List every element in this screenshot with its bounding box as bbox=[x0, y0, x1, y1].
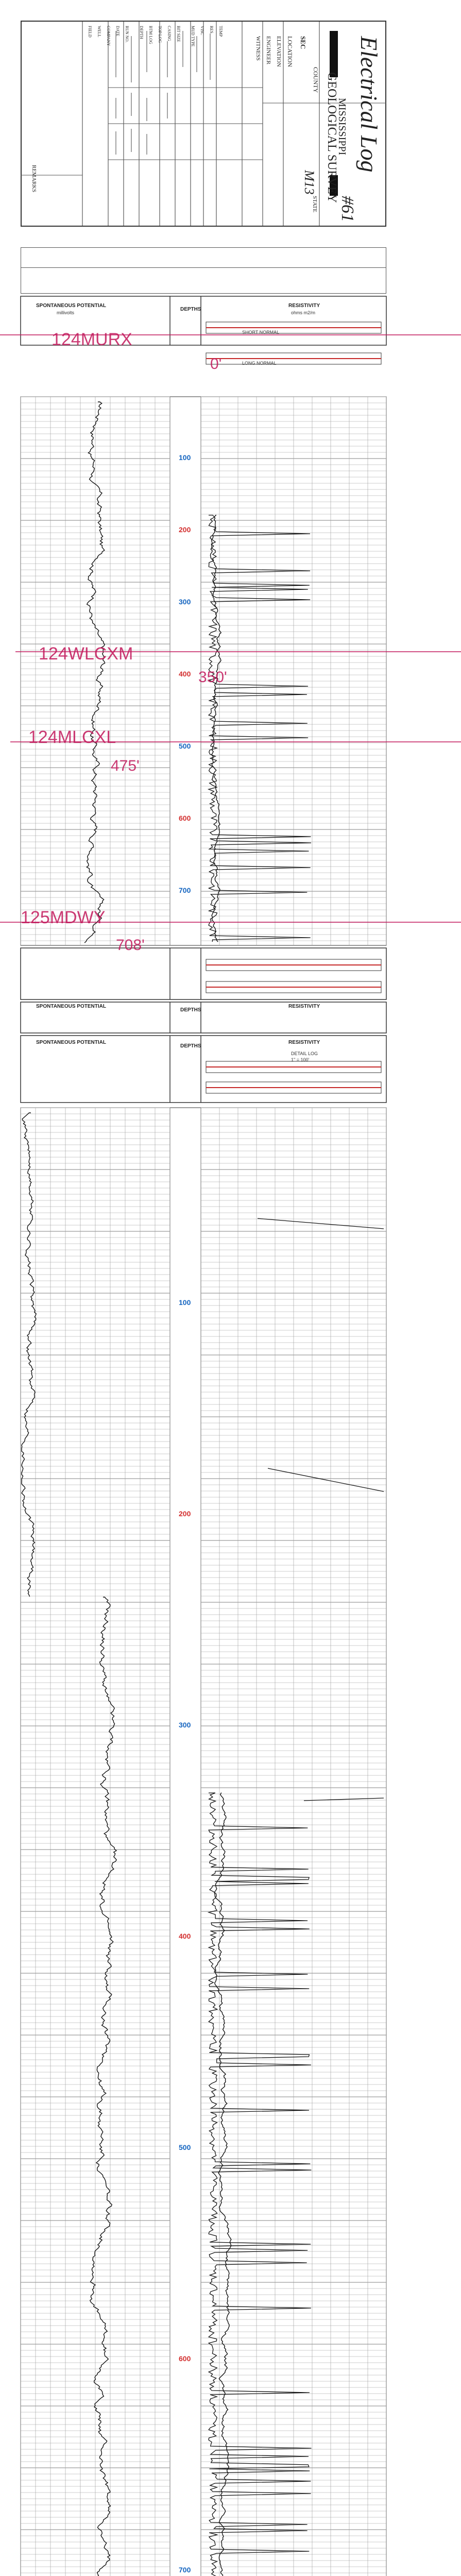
annotation-depth-1: 0' bbox=[210, 355, 222, 372]
sec1-depth-100: 100 bbox=[179, 453, 191, 462]
header-elevation: ELEVATION bbox=[276, 36, 282, 67]
sec2-depth-200: 200 bbox=[179, 1510, 191, 1518]
header-code: M13 bbox=[302, 170, 317, 195]
annotation-code-3: 124MLCXL bbox=[28, 727, 116, 747]
sp-title-1: SPONTANEOUS POTENTIAL bbox=[36, 303, 106, 309]
header-remarks: REMARKS bbox=[31, 165, 37, 193]
header-title: Electrical Log bbox=[356, 36, 382, 173]
res-unit-1: ohms m2/m bbox=[291, 310, 316, 315]
header-field-13: TEMP bbox=[218, 26, 223, 37]
header-field-3: DATE bbox=[115, 26, 120, 37]
res-title-1: RESISTIVITY bbox=[288, 303, 320, 309]
short-normal-1: SHORT NORMAL bbox=[242, 330, 280, 335]
header-state: STATE bbox=[312, 196, 318, 213]
depth-title-1: DEPTHS bbox=[180, 307, 201, 312]
detail-log-label: DETAIL LOG bbox=[291, 1051, 318, 1056]
annotation-code-4: 125MDWY bbox=[21, 908, 106, 927]
annotation-depth-4: 708' bbox=[116, 937, 145, 954]
res-title-2: RESISTIVITY bbox=[288, 1004, 320, 1009]
header-handwritten-number: #61 bbox=[338, 196, 357, 222]
sec2-depth-600: 600 bbox=[179, 2354, 191, 2363]
header-field-5: DEPTH bbox=[139, 26, 144, 39]
sec2-depth-500: 500 bbox=[179, 2143, 191, 2151]
sec2-depth-700: 700 bbox=[179, 2566, 191, 2574]
annotation-code-1: 124MURX bbox=[52, 330, 132, 349]
header-field-6: BTM LOG bbox=[148, 26, 153, 44]
sp-unit-1: millivolts bbox=[57, 310, 75, 315]
depth-title-3: DEPTHS bbox=[180, 1043, 201, 1049]
header-engineer: ENGINEER bbox=[265, 36, 271, 64]
sp-title-2: SPONTANEOUS POTENTIAL bbox=[36, 1004, 106, 1009]
header-agency-1: MISSISSIPPI bbox=[336, 98, 348, 156]
sec1-depth-500: 500 bbox=[179, 742, 191, 750]
header-field-4: RUN NO. bbox=[125, 26, 129, 43]
sec1-depth-300: 300 bbox=[179, 598, 191, 606]
header-witness: WITNESS bbox=[255, 36, 261, 61]
header-agency-2: GEOLOGICAL SURVEY bbox=[325, 72, 338, 203]
header-field-9: BIT SIZE bbox=[176, 26, 181, 42]
sec1-depth-200: 200 bbox=[179, 526, 191, 534]
sec2-depth-100: 100 bbox=[179, 1298, 191, 1307]
log-footer-block-1 bbox=[21, 948, 386, 999]
long-normal-1: LONG NORMAL bbox=[242, 361, 277, 366]
annotation-code-2: 124WLCXM bbox=[39, 644, 133, 664]
header-location: LOCATION bbox=[286, 36, 294, 67]
detail-log-scale: 1" = 100' bbox=[291, 1057, 310, 1062]
sec2-depth-300: 300 bbox=[179, 1721, 191, 1729]
header-county: COUNTY bbox=[312, 67, 319, 93]
header-field-10: MUD TYPE bbox=[191, 26, 195, 47]
sec2-depth-400: 400 bbox=[179, 1932, 191, 1940]
header-field-2: COMPANY bbox=[106, 26, 111, 46]
sec1-depth-700: 700 bbox=[179, 886, 191, 894]
header-field-12: RES bbox=[209, 26, 214, 33]
header-field-7: TOP LOG bbox=[158, 26, 162, 43]
header-field-0: FIELD bbox=[88, 26, 92, 38]
annotation-depth-3: 475' bbox=[111, 757, 140, 774]
res-title-3: RESISTIVITY bbox=[288, 1040, 320, 1045]
header-field-11: VISC bbox=[200, 26, 204, 36]
depth-title-2: DEPTHS bbox=[180, 1007, 201, 1013]
header-field-8: CASING bbox=[167, 26, 172, 41]
sec1-depth-600: 600 bbox=[179, 814, 191, 822]
header-sec: SEC bbox=[299, 36, 307, 49]
annotation-depth-2: 350' bbox=[198, 669, 227, 686]
sec1-depth-400: 400 bbox=[179, 670, 191, 678]
sp-title-3: SPONTANEOUS POTENTIAL bbox=[36, 1040, 106, 1045]
header-field-1: WELL bbox=[97, 26, 101, 38]
log-header-block-3 bbox=[21, 1036, 386, 1103]
